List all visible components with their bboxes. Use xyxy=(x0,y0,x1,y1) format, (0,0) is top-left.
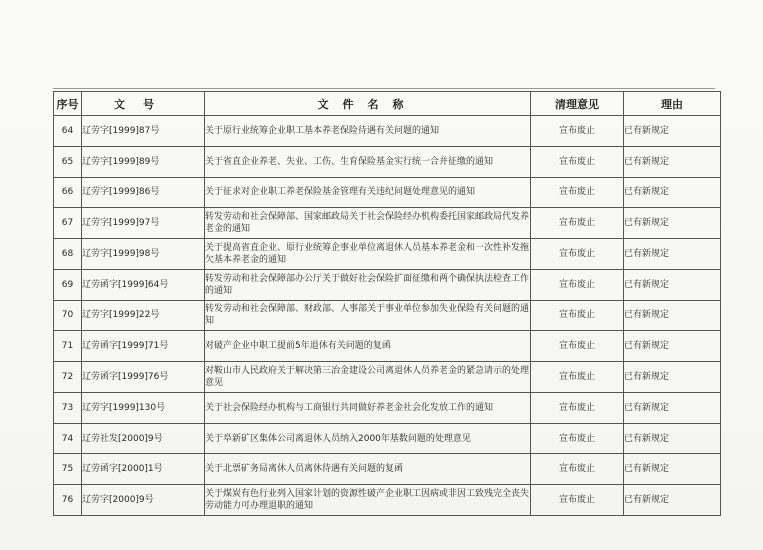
table-row xyxy=(54,239,721,270)
serial-number-cell: 72 xyxy=(54,362,82,393)
table-row xyxy=(54,331,721,362)
reason-cell: 已有新规定 xyxy=(624,454,721,485)
document-number-cell: 辽劳字[1999]130号 xyxy=(82,392,205,423)
header-row xyxy=(54,92,721,116)
table-row xyxy=(54,269,721,300)
document-number-cell: 辽劳字[1999]86号 xyxy=(82,177,205,208)
clearance-opinion-cell: 宣布废止 xyxy=(531,485,624,516)
serial-number-cell: 76 xyxy=(54,485,82,516)
table-row xyxy=(54,454,721,485)
clearance-opinion-cell: 宣布废止 xyxy=(531,392,624,423)
serial-number-cell: 74 xyxy=(54,423,82,454)
document-number-cell: 辽劳字[2000]9号 xyxy=(82,485,205,516)
reason-cell: 已有新规定 xyxy=(624,208,721,239)
table-row xyxy=(54,300,721,331)
reason-cell: 已有新规定 xyxy=(624,485,721,516)
reason-cell: 已有新规定 xyxy=(624,146,721,177)
document-number-cell: 辽劳字[1999]22号 xyxy=(82,300,205,331)
table-row xyxy=(54,146,721,177)
top-rule xyxy=(53,88,715,89)
document-title-cell: 对破产企业中职工提前5年退休有关问题的复函 xyxy=(205,331,531,362)
header-document-title: 文件名称 xyxy=(205,92,531,116)
clearance-opinion-cell: 宣布废止 xyxy=(531,454,624,485)
serial-number-cell: 75 xyxy=(54,454,82,485)
table-row xyxy=(54,116,721,147)
reason-cell: 已有新规定 xyxy=(624,116,721,147)
header-serial-number: 序号 xyxy=(54,92,82,116)
clearance-table xyxy=(53,91,721,516)
table-row xyxy=(54,208,721,239)
table-body xyxy=(54,116,721,516)
reason-cell: 已有新规定 xyxy=(624,362,721,393)
clearance-opinion-cell: 宣布废止 xyxy=(531,146,624,177)
clearance-opinion-cell: 宣布废止 xyxy=(531,300,624,331)
table-row xyxy=(54,423,721,454)
document-title-cell: 对鞍山市人民政府关于解决第三冶金建设公司离退休人员养老金的紧急请示的处理意见 xyxy=(205,362,531,393)
document-number-cell: 辽劳字[1999]98号 xyxy=(82,239,205,270)
document-number-cell: 辽劳函字[1999]71号 xyxy=(82,331,205,362)
document-number-cell: 辽劳函字[2000]1号 xyxy=(82,454,205,485)
header-reason: 理由 xyxy=(624,92,721,116)
clearance-opinion-cell: 宣布废止 xyxy=(531,239,624,270)
reason-cell: 已有新规定 xyxy=(624,423,721,454)
document-title-cell: 转发劳动和社会保障部、国家邮政局关于社会保险经办机构委托国家邮政局代发养老金的通知 xyxy=(205,208,531,239)
document-number-cell: 辽劳函字[1999]64号 xyxy=(82,269,205,300)
clearance-opinion-cell: 宣布废止 xyxy=(531,269,624,300)
clearance-opinion-cell: 宣布废止 xyxy=(531,362,624,393)
clearance-opinion-cell: 宣布废止 xyxy=(531,423,624,454)
header-clearance-opinion: 清理意见 xyxy=(531,92,624,116)
reason-cell: 已有新规定 xyxy=(624,300,721,331)
document-title-cell: 关于省直企业养老、失业、工伤、生育保险基金实行统一合并征缴的通知 xyxy=(205,146,531,177)
clearance-opinion-cell: 宣布废止 xyxy=(531,116,624,147)
document-title-cell: 关于北票矿务局离休人员离休待遇有关问题的复函 xyxy=(205,454,531,485)
document-number-cell: 辽劳字[1999]87号 xyxy=(82,116,205,147)
document-title-cell: 转发劳动和社会保障部、财政部、人事部关于事业单位参加失业保险有关问题的通知 xyxy=(205,300,531,331)
document-title-cell: 关于阜新矿区集体公司离退休人员纳入2000年基数问题的处理意见 xyxy=(205,423,531,454)
clearance-opinion-cell: 宣布废止 xyxy=(531,208,624,239)
table-row xyxy=(54,485,721,516)
serial-number-cell: 68 xyxy=(54,239,82,270)
table-row xyxy=(54,177,721,208)
document-title-cell: 关于原行业统筹企业职工基本养老保险待遇有关问题的通知 xyxy=(205,116,531,147)
document-number-cell: 辽劳字[1999]97号 xyxy=(82,208,205,239)
document-title-cell: 关于煤炭有色行业列入国家计划的资源性破产企业职工因病或非因工致残完全丧失劳动能力可办理退职的通知 xyxy=(205,485,531,516)
document-title-cell: 关于提高省直企业、原行业统筹企事业单位离退休人员基本养老金和一次性补发拖欠基本养老金的通知 xyxy=(205,239,531,270)
clearance-opinion-cell: 宣布废止 xyxy=(531,177,624,208)
reason-cell: 已有新规定 xyxy=(624,392,721,423)
serial-number-cell: 71 xyxy=(54,331,82,362)
document-number-cell: 辽劳函字[1999]76号 xyxy=(82,362,205,393)
document-title-cell: 关于社会保险经办机构与工商银行共同做好养老金社会化发放工作的通知 xyxy=(205,392,531,423)
serial-number-cell: 64 xyxy=(54,116,82,147)
serial-number-cell: 67 xyxy=(54,208,82,239)
document-title-cell: 关于征求对企业职工养老保险基金管理有关违纪问题处理意见的通知 xyxy=(205,177,531,208)
serial-number-cell: 65 xyxy=(54,146,82,177)
serial-number-cell: 66 xyxy=(54,177,82,208)
table-row xyxy=(54,392,721,423)
serial-number-cell: 69 xyxy=(54,269,82,300)
reason-cell: 已有新规定 xyxy=(624,177,721,208)
clearance-opinion-cell: 宣布废止 xyxy=(531,331,624,362)
document-title-cell: 转发劳动和社会保障部办公厅关于做好社会保险扩面征缴和两个确保执法检查工作的通知 xyxy=(205,269,531,300)
serial-number-cell: 73 xyxy=(54,392,82,423)
document-number-cell: 辽劳社发[2000]9号 xyxy=(82,423,205,454)
reason-cell: 已有新规定 xyxy=(624,239,721,270)
reason-cell: 已有新规定 xyxy=(624,269,721,300)
document-number-cell: 辽劳字[1999]89号 xyxy=(82,146,205,177)
reason-cell: 已有新规定 xyxy=(624,331,721,362)
table-row xyxy=(54,362,721,393)
header-document-number: 文号 xyxy=(82,92,205,116)
serial-number-cell: 70 xyxy=(54,300,82,331)
